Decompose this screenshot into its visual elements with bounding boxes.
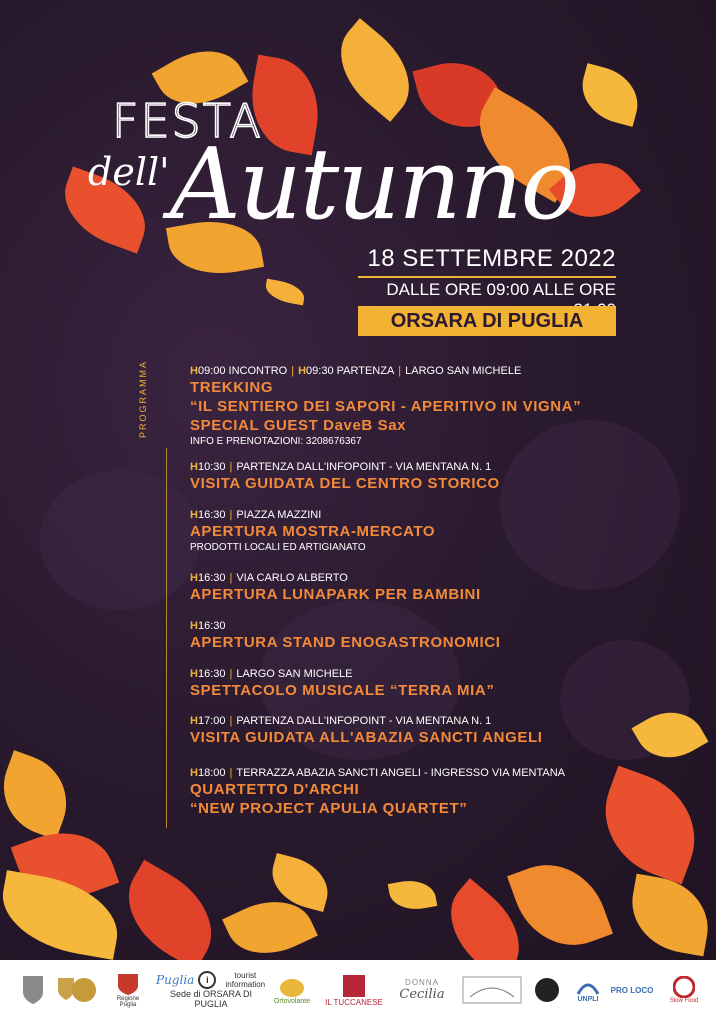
ortovolante-logo: Ortovolante bbox=[270, 970, 314, 1010]
tuccanese-logo: IL TUCCANESE bbox=[324, 970, 384, 1010]
event-item: H09:00 INCONTRO | H09:30 PARTENZA | LARGO SAN MICHELE TREKKING “IL SENTIERO DEI SAPORI - APERITIVO IN VIGNA” SPECIAL GUEST DaveB Sax INFO E PRENOTAZIONI: 3208676367 bbox=[190, 364, 650, 448]
event-title: “NEW PROJECT APULIA QUARTET” bbox=[190, 800, 468, 817]
event-title: APERTURA STAND ENOGASTRONOMICI bbox=[190, 634, 501, 651]
event-title: SPETTACOLO MUSICALE “TERRA MIA” bbox=[190, 682, 495, 699]
title-festa: FESTA bbox=[112, 94, 263, 148]
title-dell: dell' bbox=[88, 150, 170, 194]
event-title: TREKKING bbox=[190, 379, 274, 396]
title-autunno: Autunno bbox=[170, 128, 578, 242]
proloco-logo: PRO LOCO bbox=[610, 985, 654, 995]
event-hours: DALLE ORE 09:00 ALLE ORE bbox=[386, 280, 616, 299]
event-info: PRODOTTI LOCALI ED ARTIGIANATO bbox=[190, 542, 366, 553]
info-icon: i bbox=[198, 971, 216, 989]
tourist-info-logo: Puglia i tourist information Sede di ORSARA DI PUGLIA bbox=[156, 971, 266, 1009]
event-title: QUARTETTO D'ARCHI bbox=[190, 781, 360, 798]
sponsor-strip bbox=[0, 960, 716, 1024]
event-item: H18:00 | TERRAZZA ABAZIA SANCTI ANGELI - INGRESSO VIA MENTANA QUARTETTO D'ARCHI “NEW PROJECT APULIA QUARTET” bbox=[190, 766, 650, 818]
slow-food-logo: Slow Food bbox=[664, 970, 704, 1010]
comune-crest-icon bbox=[18, 970, 48, 1010]
event-title: “IL SENTIERO DEI SAPORI - APERITIVO IN VIGNA” bbox=[190, 398, 582, 415]
event-title: APERTURA LUNAPARK PER BAMBINI bbox=[190, 586, 481, 603]
event-date: 18 SETTEMBRE 2022 bbox=[367, 245, 616, 272]
programma-label: PROGRAMMA bbox=[138, 359, 148, 438]
unpli-logo: UNPLI bbox=[572, 970, 604, 1010]
borgo-antico-logo bbox=[460, 970, 524, 1010]
event-item: H10:30 | PARTENZA DALL'INFOPOINT - VIA MENTANA N. 1 VISITA GUIDATA DEL CENTRO STORICO bbox=[190, 460, 650, 493]
programma-line bbox=[166, 448, 167, 828]
event-item: H16:30 | LARGO SAN MICHELE SPETTACOLO MUSICALE “TERRA MIA” bbox=[190, 667, 650, 700]
regione-puglia-logo: Regione Puglia bbox=[108, 970, 148, 1010]
donna-cecilia-logo: DONNA Cecilia bbox=[399, 978, 445, 1002]
bg-flower-1 bbox=[40, 470, 200, 610]
crest-icon bbox=[70, 970, 98, 1010]
dark-badge-logo bbox=[532, 970, 562, 1010]
event-title: SPECIAL GUEST DaveB Sax bbox=[190, 417, 407, 434]
event-title: VISITA GUIDATA DEL CENTRO STORICO bbox=[190, 475, 500, 492]
event-item: H16:30 APERTURA STAND ENOGASTRONOMICI bbox=[190, 619, 650, 652]
event-item: H16:30 | PIAZZA MAZZINI APERTURA MOSTRA-MERCATO PRODOTTI LOCALI ED ARTIGIANATO bbox=[190, 508, 650, 554]
event-place: ORSARA DI PUGLIA bbox=[358, 306, 616, 336]
divider bbox=[358, 276, 616, 278]
event-info: INFO E PRENOTAZIONI: 3208676367 bbox=[190, 436, 362, 447]
event-item: H16:30 | VIA CARLO ALBERTO APERTURA LUNAPARK PER BAMBINI bbox=[190, 571, 650, 604]
event-title: VISITA GUIDATA ALL'ABAZIA SANCTI ANGELI bbox=[190, 729, 543, 746]
event-title: APERTURA MOSTRA-MERCATO bbox=[190, 523, 436, 540]
event-item: H17:00 | PARTENZA DALL'INFOPOINT - VIA MENTANA N. 1 VISITA GUIDATA ALL'ABAZIA SANCTI ANGELI bbox=[190, 714, 650, 747]
